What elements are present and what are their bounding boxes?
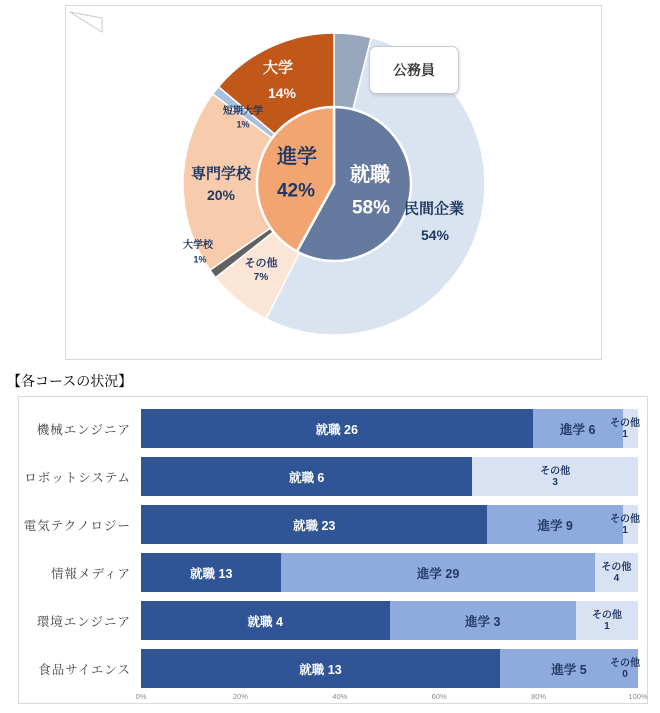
bar-chart-panel [18, 396, 648, 704]
bar-label-0-2: その他 1 [610, 417, 640, 440]
outer-pct-senmon-gakko: 20% [206, 187, 236, 203]
outer-label-minkan-kigyo: 民間企業 [403, 200, 465, 218]
bar-label-5-2: その他 0 [610, 657, 640, 680]
callout-pointer [66, 6, 108, 38]
bar-label-2-2: その他 1 [610, 513, 640, 536]
bar-segment-3-2 [595, 553, 638, 592]
bar-category-label-4: 環境エンジニア [36, 614, 131, 629]
outer-label-daigakko: 大学校 [183, 240, 213, 251]
section-title: 【各コースの状況】 [7, 375, 133, 390]
bar-segment-4-1 [390, 601, 576, 640]
bar-row-2 [141, 505, 638, 544]
outer-pct-sonota: 7% [253, 272, 269, 283]
x-axis-tick-5: 100% [628, 692, 648, 701]
inner-pct-shushoku: 58% [351, 197, 391, 219]
bar-label-5-1: 進学 5 [551, 662, 587, 677]
bar-category-label-3: 情報メディア [50, 566, 131, 581]
outer-label-sonota: その他 [244, 257, 278, 270]
bar-category-label-0: 機械エンジニア [36, 422, 131, 437]
inner-label-shushoku: 就職 [350, 164, 390, 186]
outer-pct-tanki-daigaku: 1% [236, 119, 250, 130]
bar-row-0 [141, 409, 638, 448]
outer-label-daigaku: 大学 [262, 59, 294, 77]
outer-label-tanki-daigaku: 短期大学 [223, 106, 263, 117]
bar-label-1-2: その他 3 [540, 465, 571, 488]
inner-pct-shingaku: 42% [276, 180, 316, 202]
koumuin-callout: 公務員 [369, 46, 459, 94]
x-axis-tick-1: 20% [232, 692, 248, 701]
bar-label-3-2: その他 4 [601, 561, 632, 584]
bar-segment-1-2 [472, 457, 638, 496]
bar-segment-4-2 [576, 601, 638, 640]
bar-segment-4-0 [141, 601, 390, 640]
bar-row-5 [141, 649, 638, 688]
bar-category-label-5: 食品サイエンス [38, 662, 131, 677]
bar-segment-3-0 [141, 553, 281, 592]
bar-category-label-1: ロボットシステム [24, 470, 131, 485]
x-axis-tick-0: 0% [135, 692, 147, 701]
bar-label-2-0: 就職 23 [293, 518, 336, 533]
pie-chart-panel [65, 5, 602, 360]
pie-chart [66, 6, 601, 359]
bar-label-4-2: その他 1 [591, 609, 622, 632]
bar-label-0-0: 就職 26 [315, 422, 358, 437]
outer-label-senmon-gakko: 専門学校 [190, 165, 252, 183]
bar-label-0-1: 進学 6 [560, 422, 596, 437]
x-axis-tick-2: 40% [332, 692, 348, 701]
bar-segment-0-0 [141, 409, 533, 448]
x-axis-tick-3: 60% [431, 692, 447, 701]
bar-label-3-1: 進学 29 [416, 566, 460, 581]
bar-label-2-1: 進学 9 [537, 518, 573, 533]
bar-row-1 [141, 457, 638, 496]
x-axis-tick-4: 80% [531, 692, 547, 701]
bar-category-label-2: 電気テクノロジー [23, 518, 131, 533]
bar-segment-3-1 [281, 553, 594, 592]
bar-label-4-1: 進学 3 [464, 614, 501, 629]
bar-segment-5-0 [141, 649, 500, 688]
bar-segment-1-0 [141, 457, 472, 496]
outer-pct-daigaku: 14% [267, 85, 297, 101]
inner-label-shingaku: 進学 [277, 146, 317, 168]
bar-label-1-0: 就職 6 [288, 470, 325, 485]
outer-pct-daigakko: 1% [193, 254, 207, 265]
bar-label-5-0: 就職 13 [299, 662, 342, 677]
bar-row-3 [141, 553, 638, 592]
outer-pct-minkan-kigyo: 54% [420, 227, 450, 243]
bar-segment-2-0 [141, 505, 487, 544]
bar-row-4 [141, 601, 638, 640]
bar-label-4-0: 就職 4 [247, 614, 283, 629]
bar-label-3-0: 就職 13 [190, 566, 233, 581]
